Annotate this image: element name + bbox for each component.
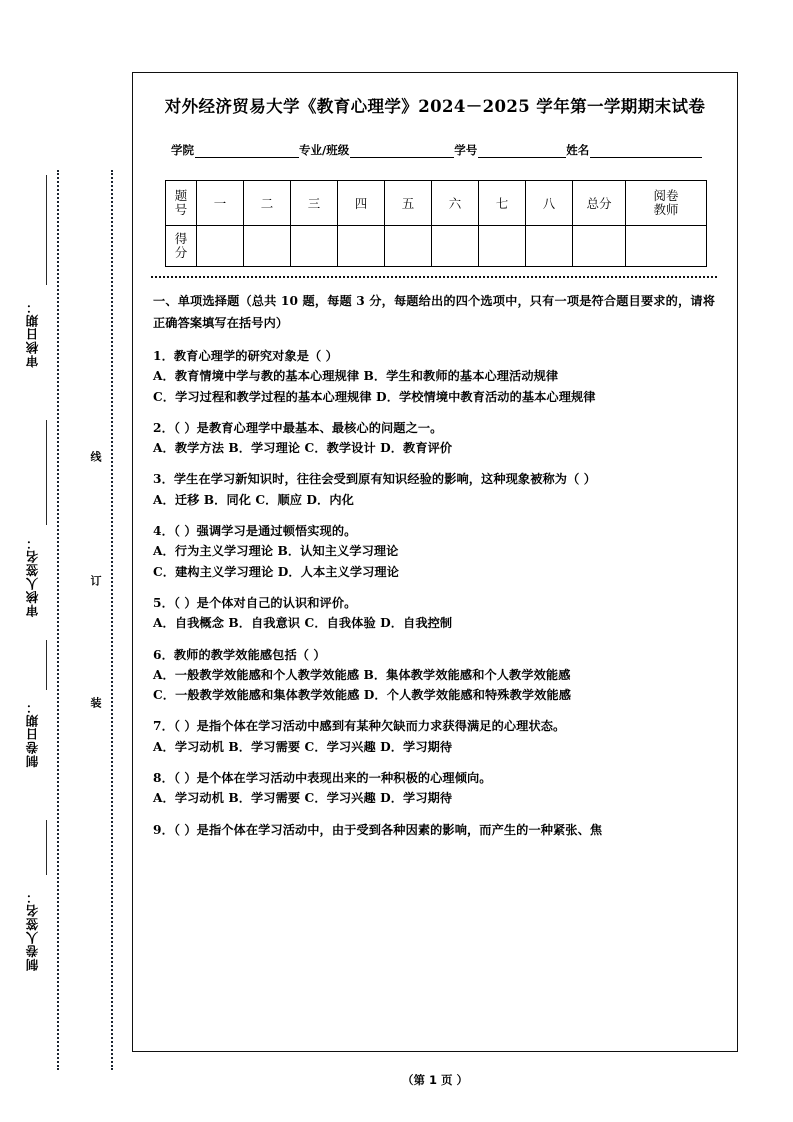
- question-options-line: C．学习过程和教学过程的基本心理规律 D．学校情境中教育活动的基本心理规律: [153, 389, 596, 404]
- question-stem: 2．（ ）是教育心理学中最基本、最核心的问题之一。: [153, 420, 443, 435]
- column-header-7: 七: [479, 180, 526, 225]
- binding-dashed-line-inner: [111, 170, 113, 1070]
- question-options-line: C．一般教学效能感和集体教学效能感 D．个人教学效能感和特殊教学效能感: [153, 688, 572, 703]
- question-block-3: [153, 470, 715, 509]
- major-class-field[interactable]: [299, 142, 454, 158]
- question-stem: 4．（ ）强调学习是通过顿悟实现的。: [153, 524, 357, 539]
- audit-signature-label: 审核人签名：: [25, 536, 40, 617]
- marker-label-char-1: 教师: [653, 201, 679, 217]
- question-options-line: A．学习动机 B．学习需要 C．学习兴趣 D．学习期待: [153, 791, 453, 806]
- row-label-score: [166, 225, 197, 266]
- column-header-8: 八: [526, 180, 573, 225]
- column-header-4: 四: [338, 180, 385, 225]
- student-id-blank[interactable]: [478, 144, 566, 158]
- question-block-2: [153, 419, 715, 458]
- student-info-line: [171, 142, 707, 158]
- score-cell-2[interactable]: [244, 225, 291, 266]
- college-blank[interactable]: [195, 144, 299, 158]
- question-stem: 7．（ ）是指个体在学习活动中感到有某种欠缺而力求获得满足的心理状态。: [153, 719, 566, 734]
- page-title: 对外经济贸易大学《教育心理学》2024－2025 学年第一学期期末试卷: [164, 97, 706, 116]
- student-id-label: 学号: [454, 142, 478, 157]
- question-block-6: [153, 646, 715, 705]
- score-label-char-1: 分: [174, 244, 188, 260]
- question-block-4: [153, 522, 715, 581]
- score-cell-3[interactable]: [291, 225, 338, 266]
- question-options-line: A．教育情境中学与教的基本心理规律 B．学生和教师的基本心理活动规律: [153, 369, 559, 384]
- question-stem: 8．（ ）是个体在学习活动中表现出来的一种积极的心理倾向。: [153, 771, 492, 786]
- margin-rule-4: [46, 820, 47, 875]
- maker-date-label: 制卷日期：: [25, 700, 40, 768]
- binding-dashed-line-outer: [57, 170, 59, 1070]
- major-class-label: 专业/班级: [299, 142, 350, 157]
- score-cell-6[interactable]: [432, 225, 479, 266]
- seam-mark-bind: 订: [90, 572, 101, 589]
- score-cell-marker[interactable]: [626, 225, 707, 266]
- college-field[interactable]: [171, 142, 299, 158]
- score-cell-8[interactable]: [526, 225, 573, 266]
- table-row-header: [166, 180, 707, 225]
- margin-rule-3: [46, 640, 47, 690]
- audit-date-label: 审核日期：: [25, 300, 40, 368]
- exam-page-frame: [132, 72, 738, 1052]
- column-header-2: 二: [244, 180, 291, 225]
- section-heading-1: 一、单项选择题（总共 10 题，每题 3 分，每题给出的四个选项中，只有一项是符合题目要求的，请将正确答案填写在括号内）: [153, 293, 715, 331]
- row-label-question-number: [166, 180, 197, 225]
- question-options-line: A．教学方法 B．学习理论 C．教学设计 D．教育评价: [153, 441, 453, 456]
- binding-margin: [0, 0, 132, 1122]
- margin-rule-1: [46, 175, 47, 285]
- score-cell-7[interactable]: [479, 225, 526, 266]
- name-label: 姓名: [566, 142, 590, 157]
- score-cell-5[interactable]: [385, 225, 432, 266]
- question-block-8: [153, 769, 715, 808]
- row-label-char-1: 号: [174, 201, 188, 217]
- page-footer: （第 1 页 ）: [401, 1073, 468, 1087]
- question-block-7: [153, 717, 715, 756]
- column-header-total: 总分: [573, 180, 626, 225]
- question-options-line: A．一般教学效能感和个人教学效能感 B．集体教学效能感和个人教学效能感: [153, 667, 571, 682]
- score-label-char-0: 得: [174, 230, 188, 246]
- question-options-line: A．自我概念 B．自我意识 C．自我体验 D．自我控制: [153, 616, 453, 631]
- college-label: 学院: [171, 142, 194, 157]
- table-row-score: [166, 225, 707, 266]
- marker-label-char-0: 阅卷: [653, 187, 679, 203]
- maker-signature-label: 制卷人签名：: [25, 890, 40, 971]
- score-cell-1[interactable]: [197, 225, 244, 266]
- question-stem: 6．教师的教学效能感包括（ ）: [153, 647, 326, 662]
- question-stem: 3．学生在学习新知识时，往往会受到原有知识经验的影响，这种现象被称为（ ）: [153, 472, 596, 487]
- seam-mark-line: 线: [90, 448, 101, 465]
- score-cell-4[interactable]: [338, 225, 385, 266]
- name-field[interactable]: [566, 142, 702, 158]
- exam-body: [153, 290, 715, 839]
- column-header-marker: [626, 180, 707, 225]
- column-header-1: 一: [197, 180, 244, 225]
- question-stem: 1．教育心理学的研究对象是（ ）: [153, 349, 338, 363]
- question-stem: 9．（ ）是指个体在学习活动中，由于受到各种因素的影响，而产生的一种紧张、焦: [153, 822, 603, 837]
- table-underline-divider: [151, 276, 717, 278]
- seam-mark-wrap: 装: [90, 694, 101, 711]
- question-block-1: [153, 347, 715, 406]
- question-options-line: A．行为主义学习理论 B．认知主义学习理论: [153, 544, 399, 559]
- column-header-3: 三: [291, 180, 338, 225]
- question-options-line: A．学习动机 B．学习需要 C．学习兴趣 D．学习期待: [153, 739, 453, 754]
- column-header-6: 六: [432, 180, 479, 225]
- question-block-5: [153, 594, 715, 633]
- score-cell-total[interactable]: [573, 225, 626, 266]
- question-options-line: C．建构主义学习理论 D．人本主义学习理论: [153, 564, 399, 579]
- name-blank[interactable]: [590, 144, 702, 158]
- question-block-9: [153, 821, 715, 839]
- score-table: [165, 180, 707, 267]
- question-stem: 5．（ ）是个体对自己的认识和评价。: [153, 595, 357, 610]
- major-class-blank[interactable]: [350, 144, 454, 158]
- question-options-line: A．迁移 B．同化 C．顺应 D．内化: [153, 492, 354, 507]
- column-header-5: 五: [385, 180, 432, 225]
- student-id-field[interactable]: [454, 142, 566, 158]
- margin-rule-2: [46, 420, 47, 525]
- row-label-char-0: 题: [174, 187, 188, 203]
